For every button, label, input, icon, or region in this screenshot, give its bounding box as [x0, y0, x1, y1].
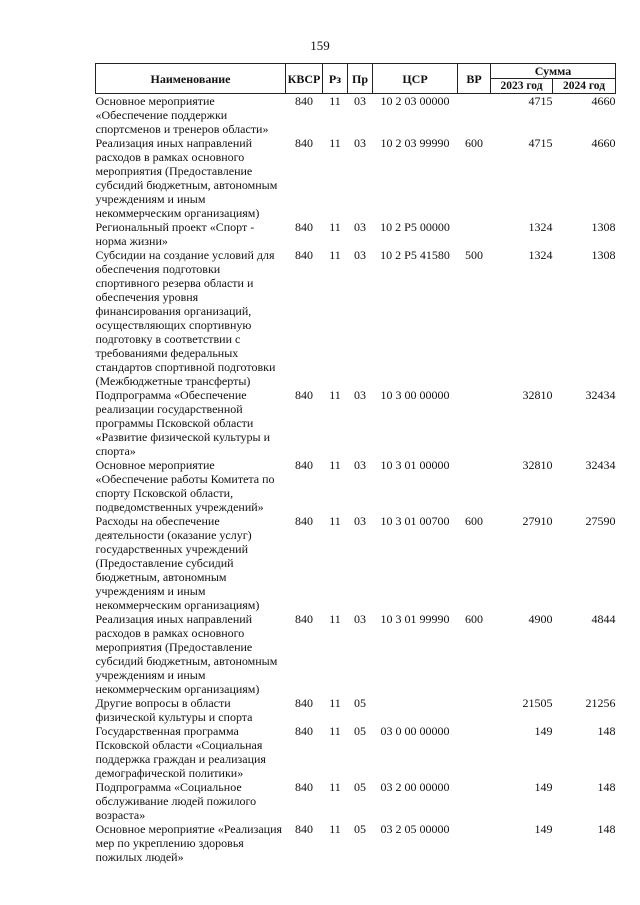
- cell-amount-2023: 4715: [528, 136, 553, 150]
- cell-kvsr: 840: [295, 724, 313, 738]
- cell-vr: [458, 724, 491, 780]
- cell-vr: [458, 388, 491, 458]
- budget-table: [95, 63, 616, 864]
- cell-vr: 600: [465, 136, 483, 150]
- cell-kvsr: 840: [295, 220, 313, 234]
- cell-amount-2023: 1324: [528, 248, 553, 262]
- cell-vr: [458, 780, 491, 822]
- cell-rz: 11: [329, 220, 341, 234]
- cell-pr: 03: [354, 388, 366, 402]
- cell-amount-2023: 32810: [522, 388, 553, 402]
- cell-pr: 03: [354, 248, 366, 262]
- header-year-2024: 2024 год: [553, 79, 616, 94]
- cell-kvsr: 840: [295, 780, 313, 794]
- table-row: [96, 388, 616, 458]
- cell-pr: 05: [354, 696, 366, 710]
- cell-kvsr: 840: [295, 822, 313, 836]
- cell-amount-2024: 32434: [585, 388, 616, 402]
- cell-pr: 03: [354, 136, 366, 150]
- cell-rz: 11: [329, 458, 341, 472]
- header-csr: ЦСР: [373, 64, 458, 94]
- cell-vr: [458, 822, 491, 864]
- table-row: [96, 220, 616, 248]
- cell-amount-2024: 4660: [591, 94, 616, 108]
- cell-rz: 11: [329, 248, 341, 262]
- cell-kvsr: 840: [295, 94, 313, 108]
- cell-amount-2024: 1308: [591, 220, 616, 234]
- cell-amount-2024: 148: [597, 822, 616, 836]
- cell-kvsr: 840: [295, 136, 313, 150]
- table-row: [96, 822, 616, 864]
- cell-csr: 03 0 00 00000: [380, 724, 450, 738]
- cell-amount-2023: 4715: [528, 94, 553, 108]
- cell-rz: 11: [329, 822, 341, 836]
- cell-pr: 05: [354, 724, 366, 738]
- cell-name: Реализация иных направлений расходов в рамках основного мероприятия (Предоставление субсидий бюджетным, автономным учреждениям и иным некоммерческим организациям): [95, 612, 278, 696]
- cell-kvsr: 840: [295, 612, 313, 626]
- cell-csr: 10 3 01 99990: [380, 612, 450, 626]
- cell-csr: 10 2 03 99990: [380, 136, 450, 150]
- table-body: [96, 94, 616, 865]
- cell-amount-2024: 1308: [591, 248, 616, 262]
- cell-name: Государственная программа Псковской области «Социальная поддержка граждан и реализация демографической политики»: [95, 724, 266, 780]
- cell-name: Другие вопросы в области физической культуры и спорта: [95, 696, 253, 724]
- cell-csr: [373, 696, 458, 724]
- cell-rz: 11: [329, 388, 341, 402]
- cell-amount-2023: 4900: [528, 612, 553, 626]
- cell-vr: 600: [465, 514, 483, 528]
- cell-amount-2024: 148: [597, 780, 616, 794]
- cell-amount-2024: 148: [597, 724, 616, 738]
- cell-name: Расходы на обеспечение деятельности (оказание услуг) государственных учреждений (Предоставление субсидий бюджетным, автономным учреждениям и иным некоммерческим организациям): [95, 514, 260, 612]
- cell-rz: 11: [329, 696, 341, 710]
- header-kvsr: КВСР: [286, 64, 323, 94]
- cell-amount-2024: 21256: [585, 696, 616, 710]
- cell-rz: 11: [329, 136, 341, 150]
- cell-pr: 03: [354, 612, 366, 626]
- cell-pr: 03: [354, 514, 366, 528]
- cell-amount-2023: 21505: [522, 696, 553, 710]
- cell-kvsr: 840: [295, 388, 313, 402]
- cell-csr: 10 3 01 00000: [380, 458, 450, 472]
- header-sum: Сумма: [491, 64, 616, 79]
- cell-kvsr: 840: [295, 458, 313, 472]
- cell-rz: 11: [329, 94, 341, 108]
- header-pr: Пр: [348, 64, 373, 94]
- cell-vr: 600: [465, 612, 483, 626]
- table-row: [96, 696, 616, 724]
- table-row: [96, 94, 616, 137]
- cell-amount-2024: 27590: [585, 514, 616, 528]
- cell-kvsr: 840: [295, 248, 313, 262]
- table-row: [96, 612, 616, 696]
- cell-csr: 10 3 01 00700: [380, 514, 450, 528]
- cell-vr: [458, 94, 491, 137]
- cell-csr: 10 2 03 00000: [380, 94, 450, 108]
- cell-csr: 10 2 P5 41580: [380, 248, 450, 262]
- cell-csr: 03 2 00 00000: [380, 780, 450, 794]
- header-vr: ВР: [458, 64, 491, 94]
- cell-rz: 11: [329, 780, 341, 794]
- cell-amount-2024: 32434: [585, 458, 616, 472]
- cell-name: Субсидии на создание условий для обеспечения подготовки спортивного резерва области и обеспечения уровня финансирования организаций, осуществляющих спортивную подготовку в соответствии с требованиями федеральных стандартов спортивной подготовки (Межбюджетные трансферты): [95, 248, 276, 388]
- table-row: [96, 724, 616, 780]
- table-row: [96, 136, 616, 220]
- cell-amount-2023: 149: [534, 780, 553, 794]
- table-row: [96, 248, 616, 388]
- cell-vr: [458, 220, 491, 248]
- cell-pr: 03: [354, 220, 366, 234]
- cell-amount-2023: 149: [534, 724, 553, 738]
- page-number: 159: [310, 38, 330, 53]
- cell-name: Подпрограмма «Социальное обслуживание людей пожилого возраста»: [95, 780, 257, 822]
- cell-pr: 03: [354, 94, 366, 108]
- cell-rz: 11: [329, 724, 341, 738]
- cell-name: Основное мероприятие «Обеспечение работы Комитета по спорту Псковской области, подведомственных учреждений»: [95, 458, 275, 514]
- cell-rz: 11: [329, 514, 341, 528]
- cell-pr: 05: [354, 822, 366, 836]
- cell-csr: 10 2 P5 00000: [380, 220, 450, 234]
- cell-vr: [458, 696, 491, 724]
- cell-name: Основное мероприятие «Реализация мер по укреплению здоровья пожилых людей»: [95, 822, 283, 864]
- header-year-2023: 2023 год: [491, 79, 553, 94]
- cell-name: Подпрограмма «Обеспечение реализации государственной программы Псковской области «Развитие физической культуры и спорта»: [95, 388, 271, 458]
- cell-name: Реализация иных направлений расходов в рамках основного мероприятия (Предоставление субсидий бюджетным, автономным учреждениям и иным некоммерческим организациям): [95, 136, 278, 220]
- cell-name: Основное мероприятие «Обеспечение поддержки спортсменов и тренеров области»: [95, 94, 269, 136]
- cell-kvsr: 840: [295, 696, 313, 710]
- header-rz: Рз: [323, 64, 348, 94]
- cell-vr: [458, 458, 491, 514]
- cell-pr: 03: [354, 458, 366, 472]
- cell-amount-2023: 27910: [522, 514, 553, 528]
- cell-amount-2024: 4844: [591, 612, 616, 626]
- cell-amount-2024: 4660: [591, 136, 616, 150]
- cell-pr: 05: [354, 780, 366, 794]
- cell-name: Региональный проект «Спорт - норма жизни»: [95, 220, 255, 248]
- table-row: [96, 514, 616, 612]
- cell-kvsr: 840: [295, 514, 313, 528]
- header-name: Наименование: [96, 64, 286, 94]
- cell-amount-2023: 32810: [522, 458, 553, 472]
- cell-csr: 03 2 05 00000: [380, 822, 450, 836]
- cell-vr: 500: [465, 248, 483, 262]
- cell-rz: 11: [329, 612, 341, 626]
- table-row: [96, 780, 616, 822]
- table-row: [96, 458, 616, 514]
- cell-csr: 10 3 00 00000: [380, 388, 450, 402]
- cell-amount-2023: 1324: [528, 220, 553, 234]
- cell-amount-2023: 149: [534, 822, 553, 836]
